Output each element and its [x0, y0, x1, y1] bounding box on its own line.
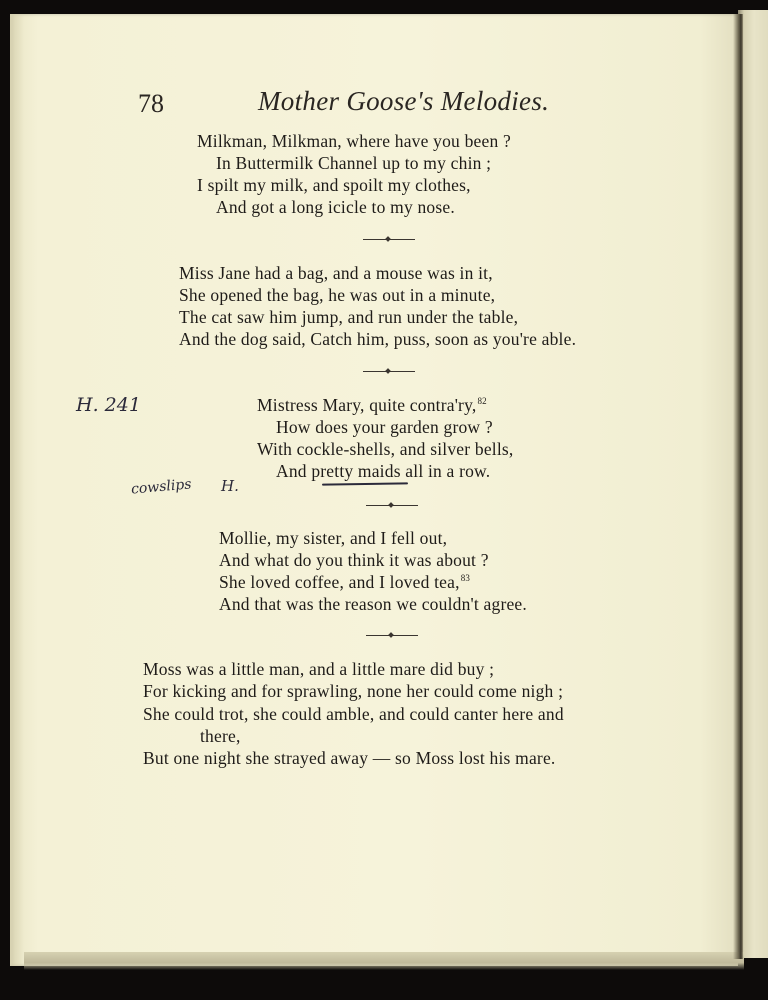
verse-line: And the dog said, Catch him, puss, soon as you're able. [179, 329, 577, 349]
verse-line: In Buttermilk Channel up to my chin ; [216, 153, 492, 173]
verse-line: The cat saw him jump, and run under the table, [179, 307, 519, 327]
verse-line: there, [200, 726, 241, 746]
verse-line: And got a long icicle to my nose. [216, 197, 455, 217]
footnote-marker: 83 [460, 573, 471, 583]
margin-note-initial: H. [221, 477, 239, 495]
verse-line: And that was the reason we couldn't agree. [219, 594, 527, 614]
verse-line: Mistress Mary, quite contra'ry,$^{82}$ [257, 395, 487, 415]
margin-reference-note: H. 241 [76, 394, 141, 416]
running-title: Mother Goose's Melodies. [258, 86, 550, 116]
footnote-marker: 82 [477, 396, 487, 406]
verse-line: She loved coffee, and I loved tea,$^{83}$ [219, 572, 471, 592]
page-bottom-edge [24, 952, 744, 970]
section-divider [363, 239, 415, 240]
verse-line: She could trot, she could amble, and could canter here and [143, 704, 564, 724]
verse-line: For kicking and for sprawling, none her could come nigh ; [143, 681, 564, 701]
verse-line: Moss was a little man, and a little mare did buy ; [143, 659, 495, 679]
verse-line: And pretty maids all in a row. [276, 461, 491, 481]
verse-line: She opened the bag, he was out in a minute, [179, 285, 496, 305]
section-divider [366, 635, 418, 636]
verse-line: I spilt my milk, and spoilt my clothes, [197, 175, 471, 195]
verse-line: Miss Jane had a bag, and a mouse was in it, [179, 263, 493, 283]
verse-line: Mollie, my sister, and I fell out, [219, 528, 448, 548]
verse-line: With cockle-shells, and silver bells, [257, 439, 514, 459]
section-divider [366, 505, 418, 506]
verse-line: And what do you think it was about ? [219, 550, 489, 570]
page-number: 78 [138, 89, 164, 118]
verse-line: But one night she strayed away — so Moss lost his mare. [143, 748, 556, 768]
verse-line: How does your garden grow ? [276, 417, 493, 437]
section-divider [363, 371, 415, 372]
margin-note-cowslips: cowslips [130, 476, 193, 498]
book-gutter [733, 14, 743, 959]
verse-line: Milkman, Milkman, where have you been ? [197, 131, 511, 151]
